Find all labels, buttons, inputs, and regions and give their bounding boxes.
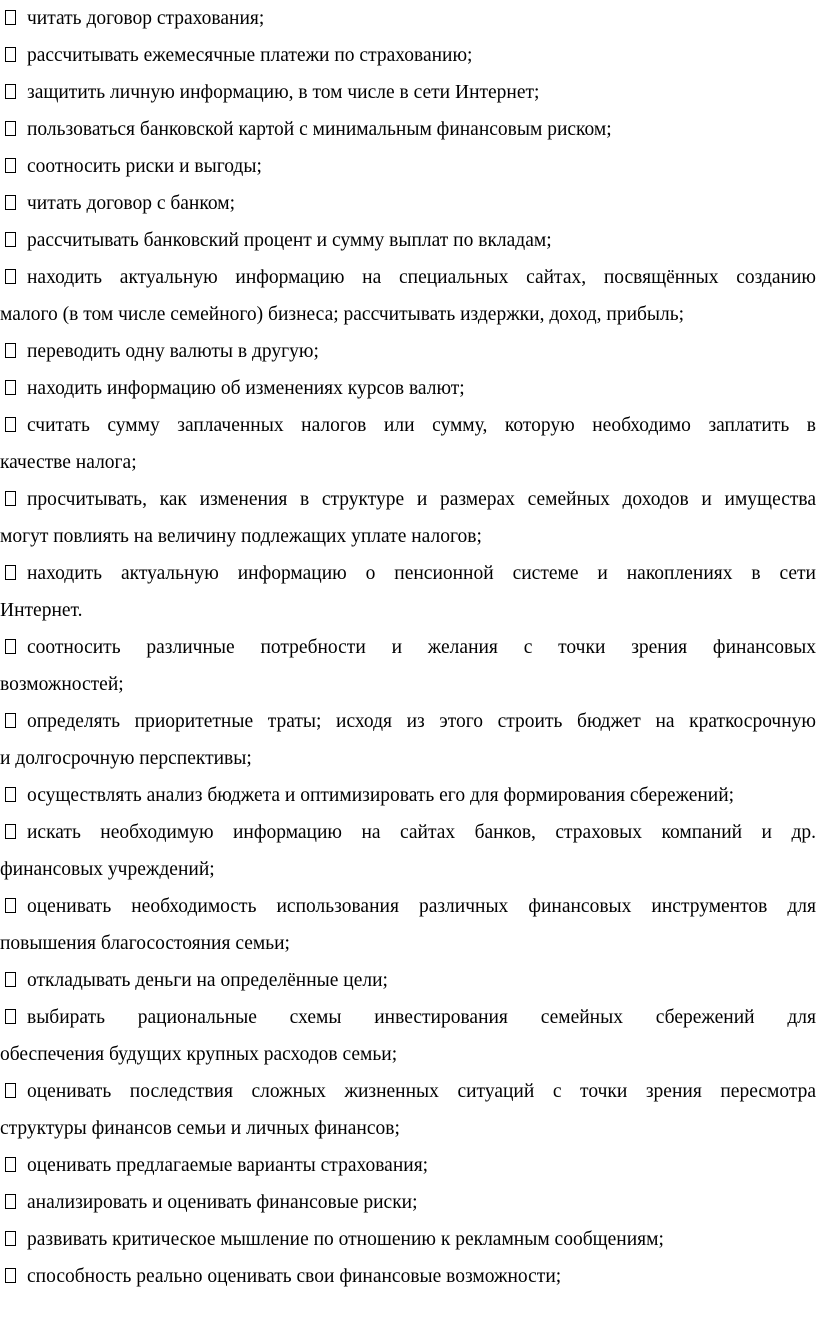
list-item-line bbox=[0, 37, 816, 74]
bullet-box-icon bbox=[5, 158, 16, 173]
list-item-line bbox=[0, 555, 816, 592]
bullet-box-icon bbox=[5, 269, 16, 284]
list-item-text: развивать критическое мышление по отношению к рекламным сообщениям; bbox=[27, 1229, 664, 1250]
list-item bbox=[0, 0, 816, 37]
list-item-line bbox=[0, 333, 816, 370]
bullet-box-icon bbox=[5, 232, 16, 247]
list-item-text: считать сумму заплаченных налогов или сумму, которую необходимо заплатить в bbox=[27, 415, 816, 436]
list-item bbox=[0, 888, 816, 962]
list-item-text: возможностей; bbox=[0, 674, 124, 695]
list-item-text: находить информацию об изменениях курсов валют; bbox=[27, 378, 465, 399]
bullet-box-icon bbox=[5, 1194, 16, 1209]
list-item bbox=[0, 222, 816, 259]
list-item-line bbox=[0, 222, 816, 259]
list-item-text: рассчитывать ежемесячные платежи по страхованию; bbox=[27, 45, 473, 66]
bullet-box-icon bbox=[5, 1009, 16, 1024]
list-item-line bbox=[0, 1221, 816, 1258]
bullet-box-icon bbox=[5, 84, 16, 99]
list-item-text: пользоваться банковской картой с минимальным финансовым риском; bbox=[27, 119, 612, 140]
list-item-line bbox=[0, 111, 816, 148]
bullet-box-icon bbox=[5, 10, 16, 25]
list-item bbox=[0, 1184, 816, 1221]
list-item-line bbox=[0, 407, 816, 444]
list-item-line bbox=[0, 148, 816, 185]
list-item-line bbox=[0, 999, 816, 1036]
list-item-text: способность реально оценивать свои финансовые возможности; bbox=[27, 1266, 562, 1287]
list-item bbox=[0, 962, 816, 999]
list-item-text: соотносить различные потребности и желания с точки зрения финансовых bbox=[27, 637, 816, 658]
list-item-line bbox=[0, 1110, 816, 1147]
list-item bbox=[0, 185, 816, 222]
list-item bbox=[0, 1221, 816, 1258]
list-item bbox=[0, 777, 816, 814]
bullet-box-icon bbox=[5, 787, 16, 802]
list-item-line bbox=[0, 814, 816, 851]
list-item-line bbox=[0, 74, 816, 111]
list-item-text: оценивать необходимость использования различных финансовых инструментов для bbox=[27, 896, 816, 917]
list-item bbox=[0, 148, 816, 185]
list-item-text: переводить одну валюты в другую; bbox=[27, 341, 319, 362]
list-item-text: защитить личную информацию, в том числе в сети Интернет; bbox=[27, 82, 540, 103]
list-item-line bbox=[0, 444, 816, 481]
list-item bbox=[0, 370, 816, 407]
list-item-text: оценивать предлагаемые варианты страхования; bbox=[27, 1155, 429, 1176]
list-item-text: откладывать деньги на определённые цели; bbox=[27, 970, 388, 991]
list-item-line bbox=[0, 1258, 816, 1295]
list-item-text: определять приоритетные траты; исходя из этого строить бюджет на краткосрочную bbox=[27, 711, 816, 732]
list-item-text: находить актуальную информацию на специальных сайтах, посвящённых созданию bbox=[27, 267, 816, 288]
list-item-line bbox=[0, 1073, 816, 1110]
bullet-box-icon bbox=[5, 1268, 16, 1283]
list-item bbox=[0, 333, 816, 370]
bullet-box-icon bbox=[5, 121, 16, 136]
list-item-line bbox=[0, 777, 816, 814]
list-item-line bbox=[0, 1184, 816, 1221]
list-item-text: Интернет. bbox=[0, 600, 83, 621]
list-item-text: структуры финансов семьи и личных финансов; bbox=[0, 1118, 400, 1139]
list-item-line bbox=[0, 740, 816, 777]
list-item bbox=[0, 407, 816, 481]
list-item bbox=[0, 1147, 816, 1184]
list-item-text: просчитывать, как изменения в структуре и размерах семейных доходов и имущества bbox=[27, 489, 816, 510]
list-item-line bbox=[0, 481, 816, 518]
list-item bbox=[0, 703, 816, 777]
list-item-text: качестве налога; bbox=[0, 452, 137, 473]
list-item bbox=[0, 1073, 816, 1147]
bullet-box-icon bbox=[5, 491, 16, 506]
bullet-box-icon bbox=[5, 195, 16, 210]
list-item bbox=[0, 74, 816, 111]
list-item-line bbox=[0, 259, 816, 296]
list-item bbox=[0, 814, 816, 888]
list-item-line bbox=[0, 1036, 816, 1073]
list-item-line bbox=[0, 962, 816, 999]
list-item-line bbox=[0, 370, 816, 407]
list-item-text: искать необходимую информацию на сайтах банков, страховых компаний и др. bbox=[27, 822, 816, 843]
list-item-line bbox=[0, 185, 816, 222]
list-item bbox=[0, 1258, 816, 1295]
bullet-box-icon bbox=[5, 713, 16, 728]
list-item-text: обеспечения будущих крупных расходов семьи; bbox=[0, 1044, 398, 1065]
bullet-box-icon bbox=[5, 343, 16, 358]
list-item-text: находить актуальную информацию о пенсионной системе и накоплениях в сети bbox=[27, 563, 816, 584]
list-item bbox=[0, 999, 816, 1073]
bullet-box-icon bbox=[5, 972, 16, 987]
list-item-line bbox=[0, 666, 816, 703]
list-item-text: выбирать рациональные схемы инвестирования семейных сбережений для bbox=[27, 1007, 816, 1028]
list-item-line bbox=[0, 629, 816, 666]
list-item-text: финансовых учреждений; bbox=[0, 859, 215, 880]
list-item-text: и долгосрочную перспективы; bbox=[0, 748, 252, 769]
list-item-line bbox=[0, 925, 816, 962]
list-item-text: соотносить риски и выгоды; bbox=[27, 156, 262, 177]
list-item-text: читать договор страхования; bbox=[27, 8, 265, 29]
bullet-box-icon bbox=[5, 1157, 16, 1172]
list-item-text: осуществлять анализ бюджета и оптимизировать его для формирования сбережений; bbox=[27, 785, 735, 806]
bullet-box-icon bbox=[5, 1231, 16, 1246]
list-item bbox=[0, 629, 816, 703]
list-item-text: малого (в том числе семейного) бизнеса; рассчитывать издержки, доход, прибыль; bbox=[0, 304, 685, 325]
list-item bbox=[0, 37, 816, 74]
list-item-text: рассчитывать банковский процент и сумму выплат по вкладам; bbox=[27, 230, 552, 251]
bullet-box-icon bbox=[5, 639, 16, 654]
list-item-text: анализировать и оценивать финансовые риски; bbox=[27, 1192, 418, 1213]
bullet-box-icon bbox=[5, 898, 16, 913]
list-item-line bbox=[0, 703, 816, 740]
bullet-box-icon bbox=[5, 47, 16, 62]
list-item-line bbox=[0, 851, 816, 888]
list-item-text: могут повлиять на величину подлежащих уплате налогов; bbox=[0, 526, 482, 547]
list-item-line bbox=[0, 0, 816, 37]
list-item-line bbox=[0, 592, 816, 629]
list-item bbox=[0, 259, 816, 333]
list-item bbox=[0, 555, 816, 629]
bullet-box-icon bbox=[5, 380, 16, 395]
list-item-line bbox=[0, 518, 816, 555]
bullet-box-icon bbox=[5, 824, 16, 839]
list-item bbox=[0, 111, 816, 148]
bullet-box-icon bbox=[5, 417, 16, 432]
list-item-text: читать договор с банком; bbox=[27, 193, 235, 214]
bullet-box-icon bbox=[5, 565, 16, 580]
list-item-line bbox=[0, 1147, 816, 1184]
list-item-text: повышения благосостояния семьи; bbox=[0, 933, 290, 954]
bullet-box-icon bbox=[5, 1083, 16, 1098]
list-item bbox=[0, 481, 816, 555]
list-item-line bbox=[0, 888, 816, 925]
list-item-line bbox=[0, 296, 816, 333]
list-item-text: оценивать последствия сложных жизненных ситуаций с точки зрения пересмотра bbox=[27, 1081, 816, 1102]
